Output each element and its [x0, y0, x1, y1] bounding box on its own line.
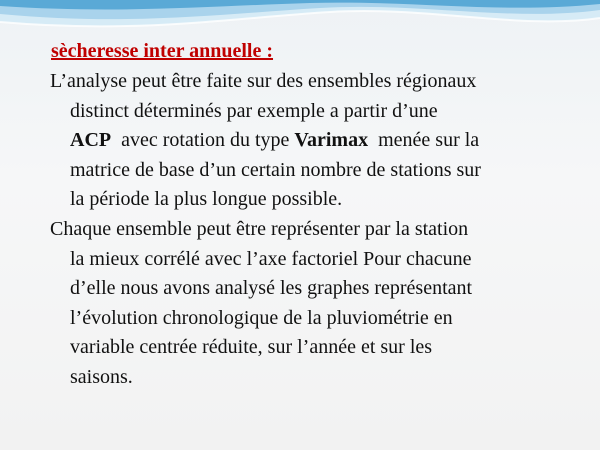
- paragraph-line: saisons.: [70, 365, 133, 388]
- paragraph-analysis: [50, 67, 570, 215]
- paragraph-line: matrice de base d’un certain nombre de stations sur: [70, 158, 481, 181]
- paragraph-text: menée sur la: [368, 129, 480, 151]
- acp-term: ACP: [70, 129, 112, 151]
- paragraph-line: Chaque ensemble peut être représenter par la station: [50, 218, 469, 240]
- paragraph-line: L’analyse peut être faite sur des ensembles régionaux: [50, 70, 477, 92]
- paragraph-stations: [50, 215, 570, 392]
- paragraph-line: d’elle nous avons analysé les graphes représentant: [70, 277, 473, 299]
- paragraph-line: distinct déterminés par exemple a partir d’une: [70, 99, 438, 122]
- paragraph-line: l’évolution chronologique de la pluviométrie en: [70, 306, 453, 329]
- paragraph-line: la mieux corrélé avec l’axe factoriel Pour chacune: [70, 247, 472, 270]
- paragraph-line: la période la plus longue possible.: [70, 188, 343, 210]
- paragraph-line: variable centrée réduite, sur l’année et sur les: [70, 336, 433, 358]
- paragraph-line-mixed: [50, 126, 570, 156]
- paragraph-text: avec rotation du type: [111, 129, 295, 151]
- slide-title: sècheresse inter annuelle :: [51, 40, 274, 62]
- varimax-term: Varimax: [294, 129, 369, 151]
